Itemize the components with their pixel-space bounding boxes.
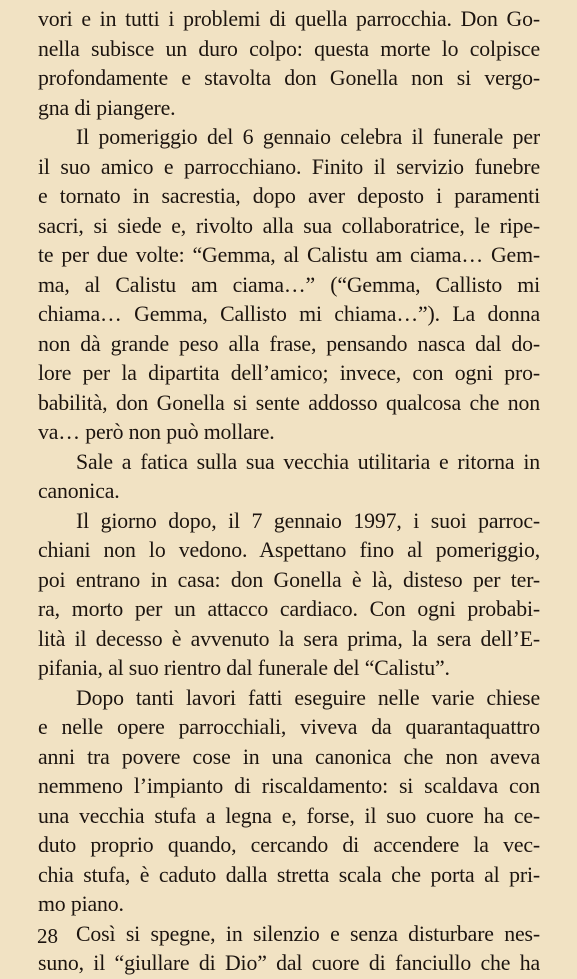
text-line: mo piano. [38, 892, 124, 916]
text-line: chiani non lo vedono. Aspettano fino al pomeriggio, [38, 538, 540, 562]
text-line: babilità, don Gonella si sente addosso qualcosa che non [38, 390, 540, 415]
text-line: sacri, si siede e, rivolto alla sua collaboratrice, le ripe- [38, 213, 540, 238]
body-text [38, 5, 540, 979]
text-line: pifania, al suo rientro dal funerale del “Calistu”. [38, 656, 450, 680]
text-line: profondamente e stavolta don Gonella non si vergo- [38, 66, 540, 90]
text-line: va… però non può mollare. [38, 420, 275, 444]
text-line: Sale a fatica sulla sua vecchia utilitaria e ritorna in [76, 449, 540, 474]
text-line: nella subisce un duro colpo: questa morte lo colpisce [38, 36, 540, 61]
text-line: e tornato in sacrestia, dopo aver deposto i paramenti [38, 184, 540, 208]
text-line: chia stufa, è caduto dalla stretta scala che porta al pri- [38, 862, 540, 887]
text-line: e nelle opere parrocchiali, viveva da quarantaquattro [38, 715, 540, 739]
text-line: suno, il “giullare di Dio” dal cuore di fanciullo che ha [38, 951, 540, 975]
text-line: lore per la dipartita dell’amico; invece, con ogni pro- [38, 361, 540, 385]
text-line: non dà grande peso alla frase, pensando nasca dal do- [38, 331, 540, 356]
text-line: Il pomeriggio del 6 gennaio celebra il funerale per [76, 125, 540, 149]
text-line: ra, morto per un attacco cardiaco. Con ogni probabi- [38, 597, 540, 621]
text-line: Dopo tanti lavori fatti eseguire nelle varie chiese [76, 685, 540, 710]
text-line: canonica. [38, 479, 120, 503]
text-line: poi entrano in casa: don Gonella è là, disteso per ter- [38, 567, 540, 592]
page-number: 28 [37, 924, 58, 948]
text-line: anni tra povere cose in una canonica che non aveva [38, 744, 540, 769]
text-line: ma, al Calistu am ciama…” (“Gemma, Callisto mi [38, 272, 540, 297]
text-line: chiama… Gemma, Callisto mi chiama…”). La donna [38, 302, 540, 326]
text-line: una vecchia stufa a legna e, forse, il suo cuore ha ce- [38, 803, 540, 828]
text-line: gna di piangere. [38, 95, 176, 120]
text-line: Il giorno dopo, il 7 gennaio 1997, i suoi parroc- [76, 508, 540, 533]
text-line: vori e in tutti i problemi di quella parrocchia. Don Go- [38, 7, 540, 31]
text-line: lità il decesso è avvenuto la sera prima, la sera dell’E- [38, 626, 540, 651]
text-line: te per due volte: “Gemma, al Calistu am ciama… Gem- [38, 243, 540, 267]
text-line: il suo amico e parrocchiano. Finito il servizio funebre [38, 154, 540, 179]
text-line: nemmeno l’impianto di riscaldamento: si scaldava con [38, 774, 540, 798]
text-line: duto proprio quando, cercando di accendere la vec- [38, 833, 540, 857]
text-line: Così si spegne, in silenzio e senza disturbare nes- [76, 921, 540, 946]
